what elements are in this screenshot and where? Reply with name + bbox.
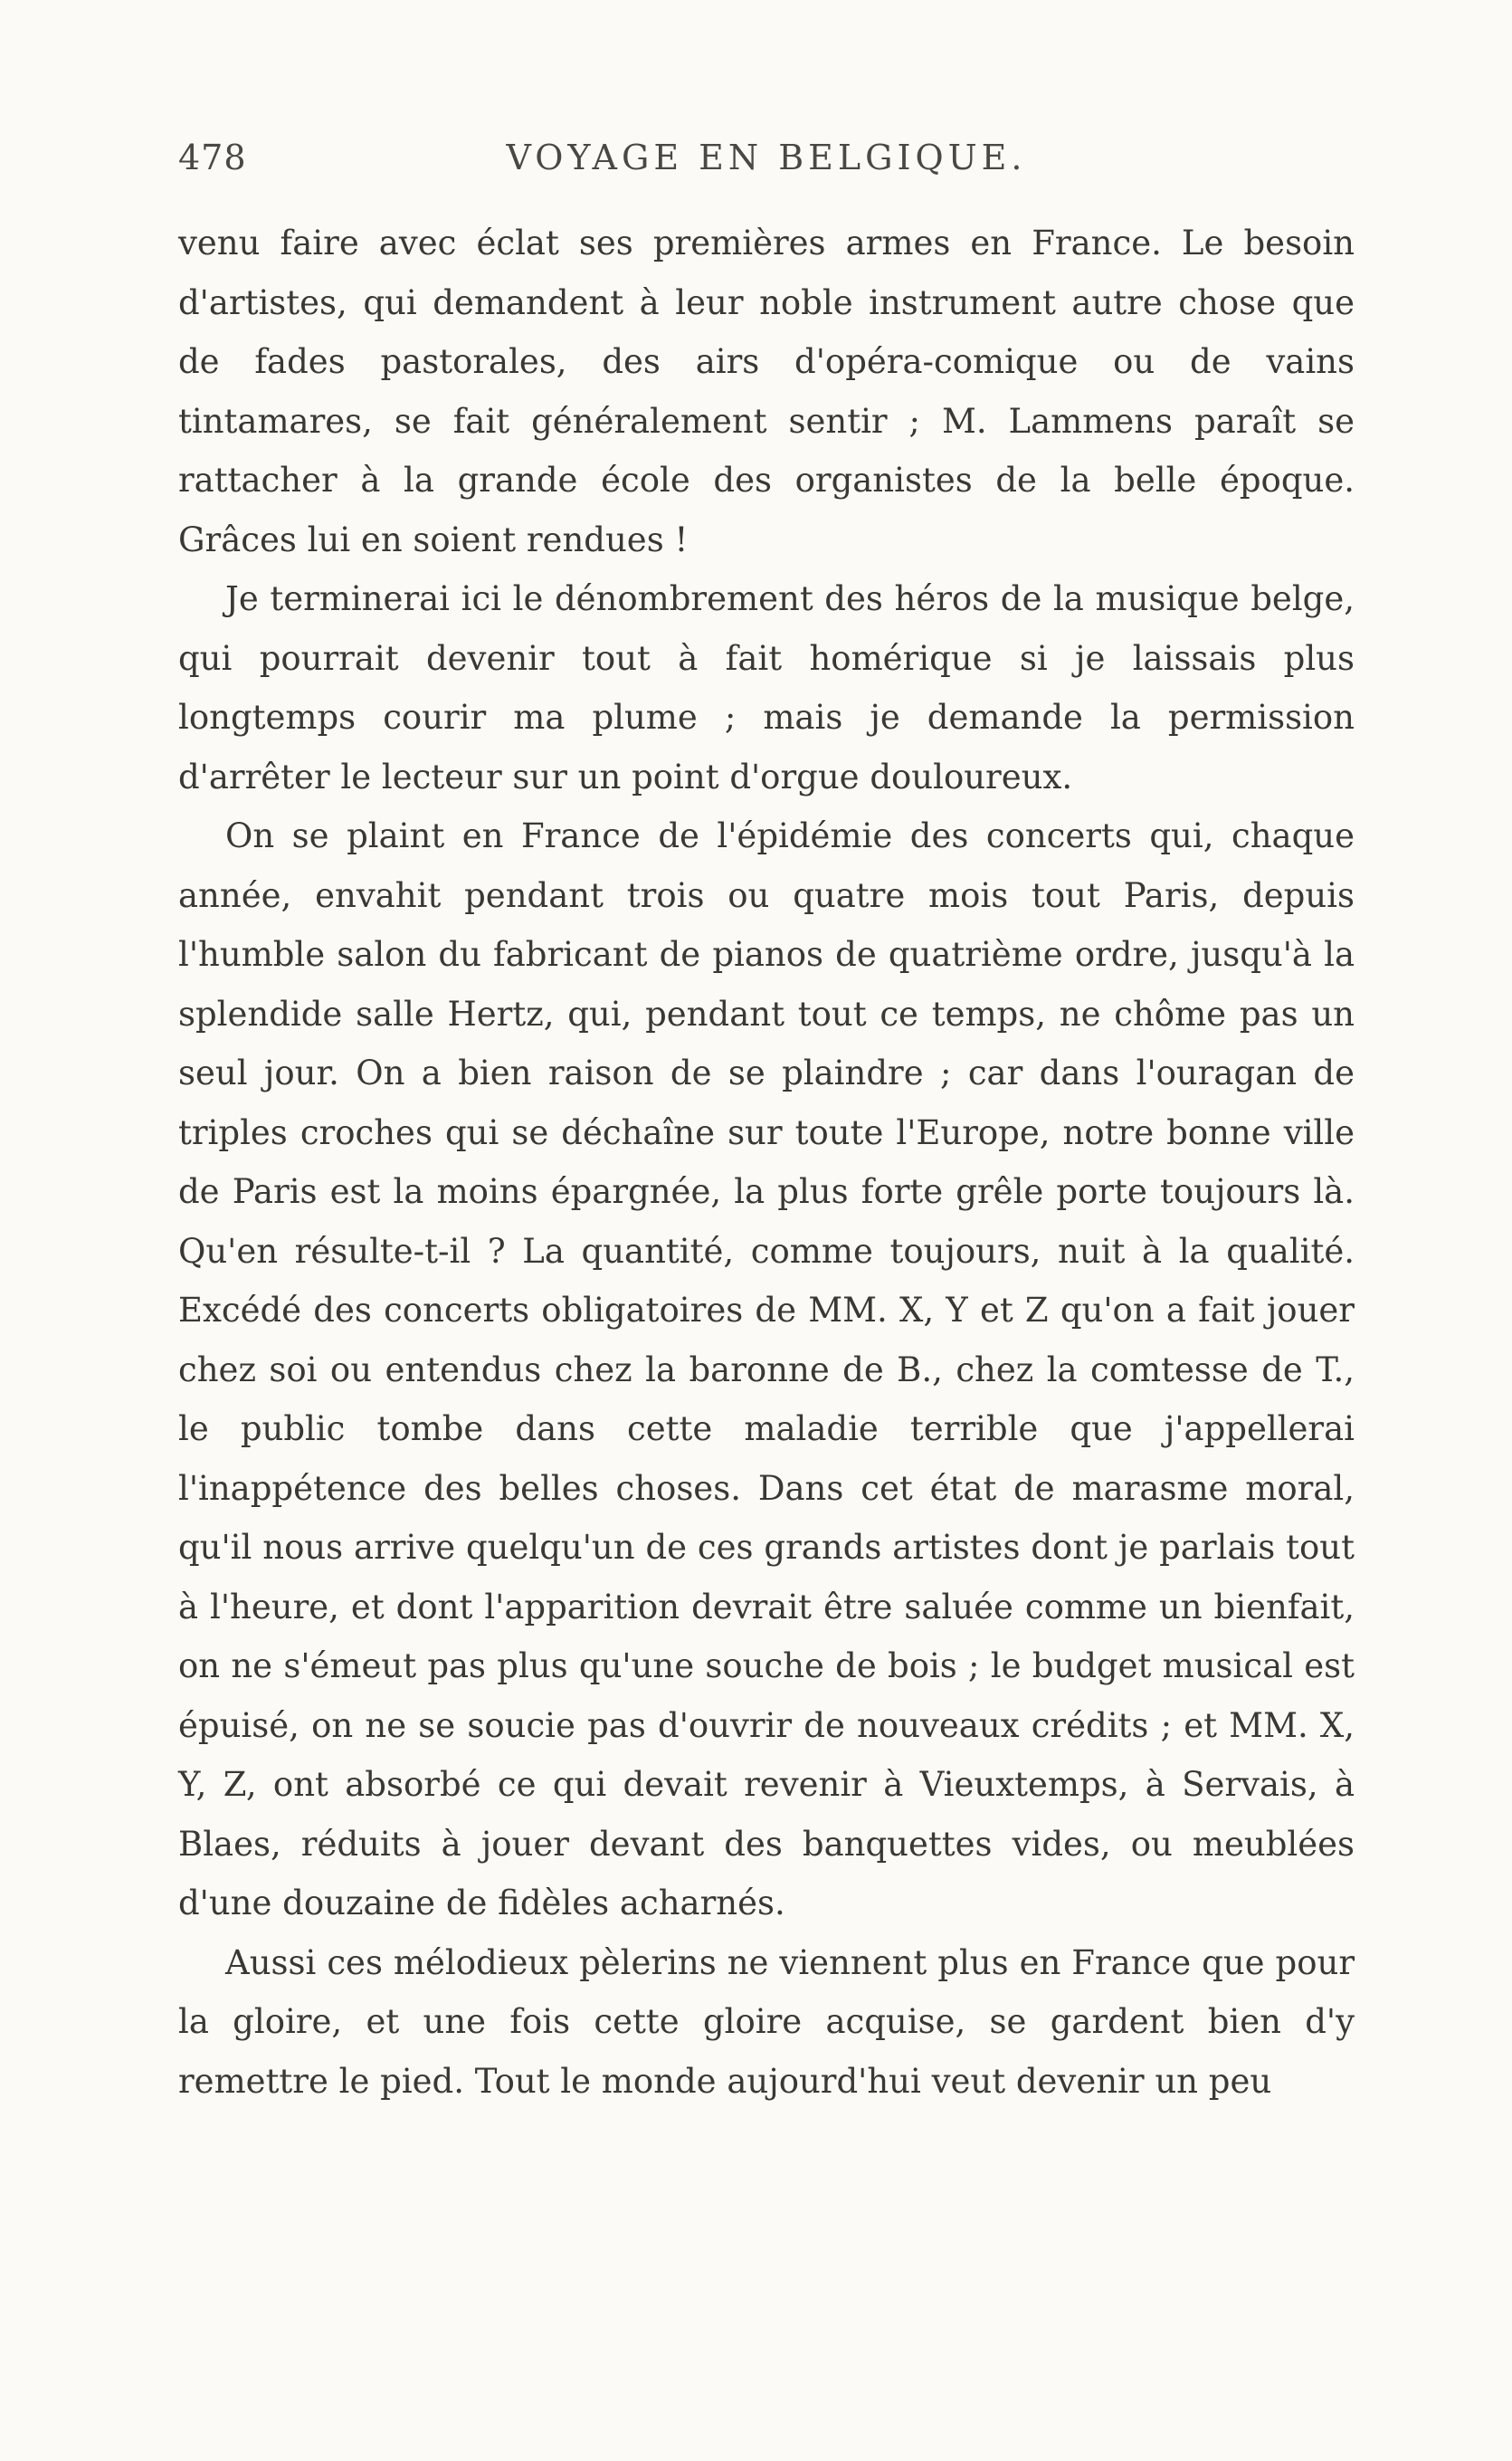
page-number: 478 bbox=[178, 138, 247, 177]
paragraph-continued: venu faire avec éclat ses premières armes en France. Le besoin d'artistes, qui demandent à leur noble instrument autre chose que de fades pastorales, des airs d'opéra-comique ou de vains tintamares, se fait généralement sentir ; M. Lammens paraît se rattacher à la grande école des organistes de la belle époque. Grâces lui en soient rendues ! bbox=[178, 224, 1355, 559]
running-title: VOYAGE EN BELGIQUE. bbox=[506, 138, 1027, 177]
page-header bbox=[178, 138, 1355, 192]
paragraph: Aussi ces mélodieux pèlerins ne viennent plus en France que pour la gloire, et une fois cette gloire acquise, se gardent bien d'y remettre le pied. Tout le monde aujourd'hui veut devenir un peu bbox=[178, 1942, 1355, 2101]
paragraph: On se plaint en France de l'épidémie des concerts qui, chaque année, envahit pendant trois ou quatre mois tout Paris, depuis l'humble salon du fabricant de pianos de quatrième ordre, jusqu'à la splendide salle Hertz, qui, pendant tout ce temps, ne chôme pas un seul jour. On a bien raison de se plaindre ; car dans l'ouragan de triples croches qui se déchaîne sur toute l'Europe, notre bonne ville de Paris est la moins épargnée, la plus forte grêle porte toujours là. Qu'en résulte-t-il ? La quantité, comme toujours, nuit à la qualité. Excédé des concerts obligatoires de MM. X, Y et Z qu'on a fait jouer chez soi ou entendus chez la baronne de B., chez la comtesse de T., le public tombe dans cette maladie terrible que j'appellerai l'inappétence des belles choses. Dans cet état de marasme moral, qu'il nous arrive quelqu'un de ces grands artistes dont je parlais tout à l'heure, et dont l'apparition devrait être saluée comme un bienfait, on ne s'émeut pas plus qu'une souche de bois ; le budget musical est épuisé, on ne se soucie pas d'ouvrir de nouveaux crédits ; et MM. X, Y, Z, ont absorbé ce qui devait revenir à Vieuxtemps, à Servais, à Blaes, réduits à jouer devant des banquettes vides, ou meublées d'une douzaine de fidèles acharnés. bbox=[178, 816, 1355, 1922]
body-text bbox=[178, 214, 1355, 2111]
paragraph: Je terminerai ici le dénombrement des héros de la musique belge, qui pourrait devenir tout à fait homérique si je laissais plus longtemps courir ma plume ; mais je demande la permission d'arrêter le lecteur sur un point d'orgue douloureux. bbox=[178, 579, 1355, 796]
